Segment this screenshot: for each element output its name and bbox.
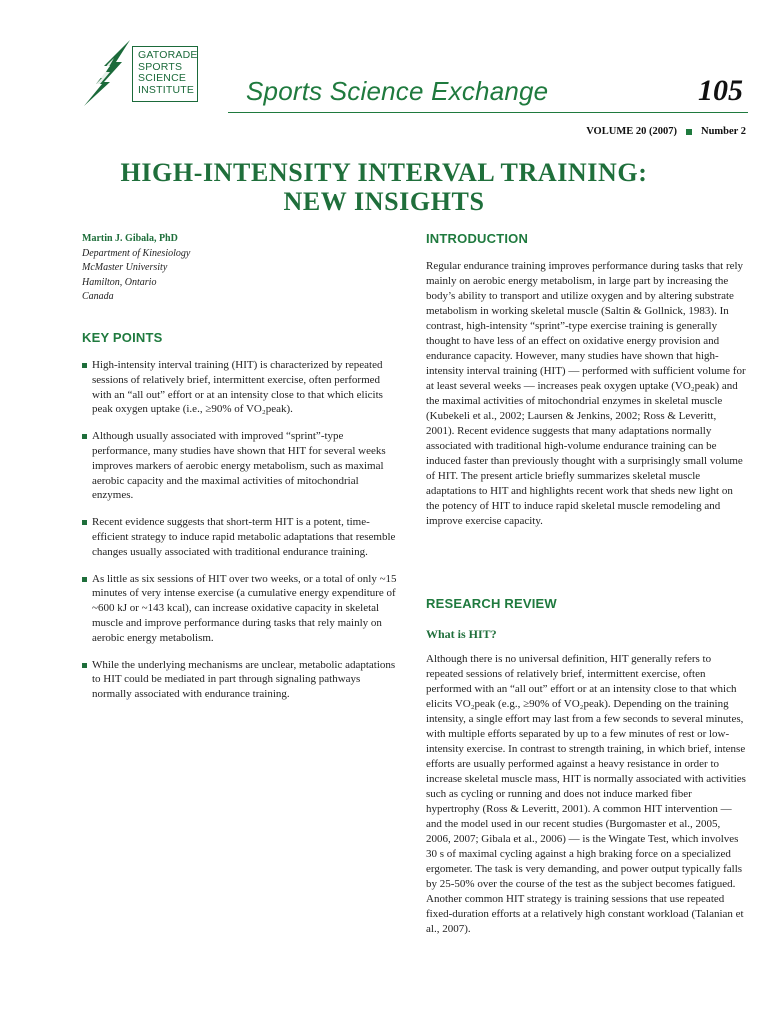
- title-line: NEW INSIGHTS: [283, 187, 485, 216]
- author-affiliation: Canada: [82, 291, 114, 302]
- key-point-text: Although usually associated with improved “sprint”-type performance, many studies have shown that HIT for several weeks improves markers of aerobic energy metabolism, such as maximal aerobic capacity and the maximal activities of mitochondrial enzymes.: [92, 430, 386, 502]
- introduction-heading: INTRODUCTION: [426, 231, 529, 246]
- logo-line: SPORTS: [138, 60, 183, 73]
- key-points-list: [82, 358, 398, 714]
- square-bullet-icon: [82, 663, 87, 668]
- author-affiliation: McMaster University: [82, 262, 168, 273]
- key-point-text: As little as six sessions of HIT over two weeks, or a total of only ~15 minutes of very intense exercise (a cumulative energy expenditure of ~600 kJ or ~143 kcal), can increase oxidative capacity in skeletal muscle and improve performance during tasks that rely mainly on aerobic energy metabolism.: [92, 572, 397, 644]
- logo-line: GATORADE: [138, 49, 198, 61]
- author-affiliation: Hamilton, Ontario: [82, 276, 157, 288]
- square-bullet-icon: [82, 363, 87, 368]
- publication-title: Sports Science Exchange: [246, 76, 549, 106]
- square-bullet-icon: [82, 434, 87, 439]
- logo-line: SCIENCE: [138, 72, 187, 84]
- number-label: Number 2: [700, 126, 746, 137]
- research-review-heading: RESEARCH REVIEW: [426, 596, 557, 611]
- gssi-logo: [132, 46, 198, 102]
- key-point-text: Recent evidence suggests that short-term HIT is a potent, time-efficient strategy to induce rapid metabolic adaptations that resemble changes usually associated with traditional endurance training.: [92, 516, 396, 558]
- key-point-item: [82, 429, 398, 503]
- key-point-text: While the underlying mechanisms are unclear, metabolic adaptations to HIT could be mediated in part through signaling pathways normally associated with endurance training.: [92, 658, 396, 701]
- logo-line: INSTITUTE: [138, 83, 195, 96]
- author-affiliation: Department of Kinesiology: [82, 247, 191, 259]
- key-point-text: High-intensity interval training (HIT) is characterized by repeated sessions of relatively brief, intermittent exercise, often performed with an “all out” effort or at an intensity close to that which elicits peak oxygen uptake (i.e., ≥90% of VO₂peak).: [92, 359, 383, 416]
- introduction-paragraph: Regular endurance training improves performance during tasks that rely mainly on aerobic energy metabolism, in large part by increasing the body’s ability to transport and utilize oxygen and by altering substrate metabolism in working skeletal muscle (Saltin & Gollnick, 1983). In contrast, high-intensity “sprint”-type exercise training is generally thought to have less of an effect on oxidative energy provision and endurance capacity. However, many studies have shown that high-intensity interval training (HIT) — performed with sufficient volume for at least several weeks — increases peak oxygen uptake (VO₂peak) and the maximal activities of mitochondrial enzymes in skeletal muscle (Kubekeli et al., 2002; Laursen & Jenkins, 2002; Ross & Leveritt, 2001). Recent evidence suggests that many adaptations normally associated with traditional high-volume endurance training can be induced faster than previously thought with a surprisingly small volume of HIT. The present article briefly summarizes skeletal muscle adaptations to HIT and highlights recent work that sheds new light on the potency of HIT to induce rapid skeletal muscle remodeling and improve exercise capacity.: [426, 260, 746, 527]
- what-is-hit-paragraph: Although there is no universal definition, HIT generally refers to repeated sessions of relatively brief, intermittent exercise, often performed with an “all out” effort or at an intensity close to that which elicits VO₂peak (e.g., ≥90% of VO₂peak). Depending on the training intensity, a single effort may last from a few seconds to several minutes, with multiple efforts separated by up to a few minutes of rest or low-intensity exercise. In contrast to strength training, in which brief, intense efforts are usually performed against a heavy resistance in order to increase skeletal muscle mass, HIT is normally associated with activities such as cycling or running and does not induce marked fiber hypertrophy (Ross & Leveritt, 2001). A common HIT intervention — and the model used in our recent studies (Burgomaster et al., 2005, 2006, 2007; Gibala et al., 2006) — is the Wingate Test, which involves 30 s of maximal cycling against a high braking force on a specialized ergometer. The task is very demanding, and power output typically falls by 25-50% over the course of the test as the subject becomes fatigued. Another common HIT strategy is training sessions that use repeated fixed-duration efforts at a relatively high constant workload (Talanian et al., 2007).: [426, 653, 746, 935]
- header-rule: [228, 112, 748, 113]
- article-title: [0, 158, 768, 216]
- key-point-item: [82, 572, 398, 646]
- square-bullet-icon: [82, 520, 87, 525]
- volume-label: VOLUME 20 (2007): [586, 126, 677, 137]
- what-is-hit-subheading: What is HIT?: [426, 627, 497, 641]
- key-point-item: [82, 515, 398, 559]
- title-line: HIGH-INTENSITY INTERVAL TRAINING:: [120, 158, 648, 187]
- issue-number: 105: [698, 74, 743, 107]
- key-point-item: [82, 658, 398, 702]
- volume-info: [586, 126, 746, 137]
- author-name: Martin J. Gibala, PhD: [82, 233, 178, 244]
- key-point-item: [82, 358, 398, 417]
- square-bullet-icon: [82, 577, 87, 582]
- square-separator-icon: [686, 129, 692, 135]
- key-points-heading: KEY POINTS: [82, 330, 163, 345]
- author-block: [82, 232, 222, 305]
